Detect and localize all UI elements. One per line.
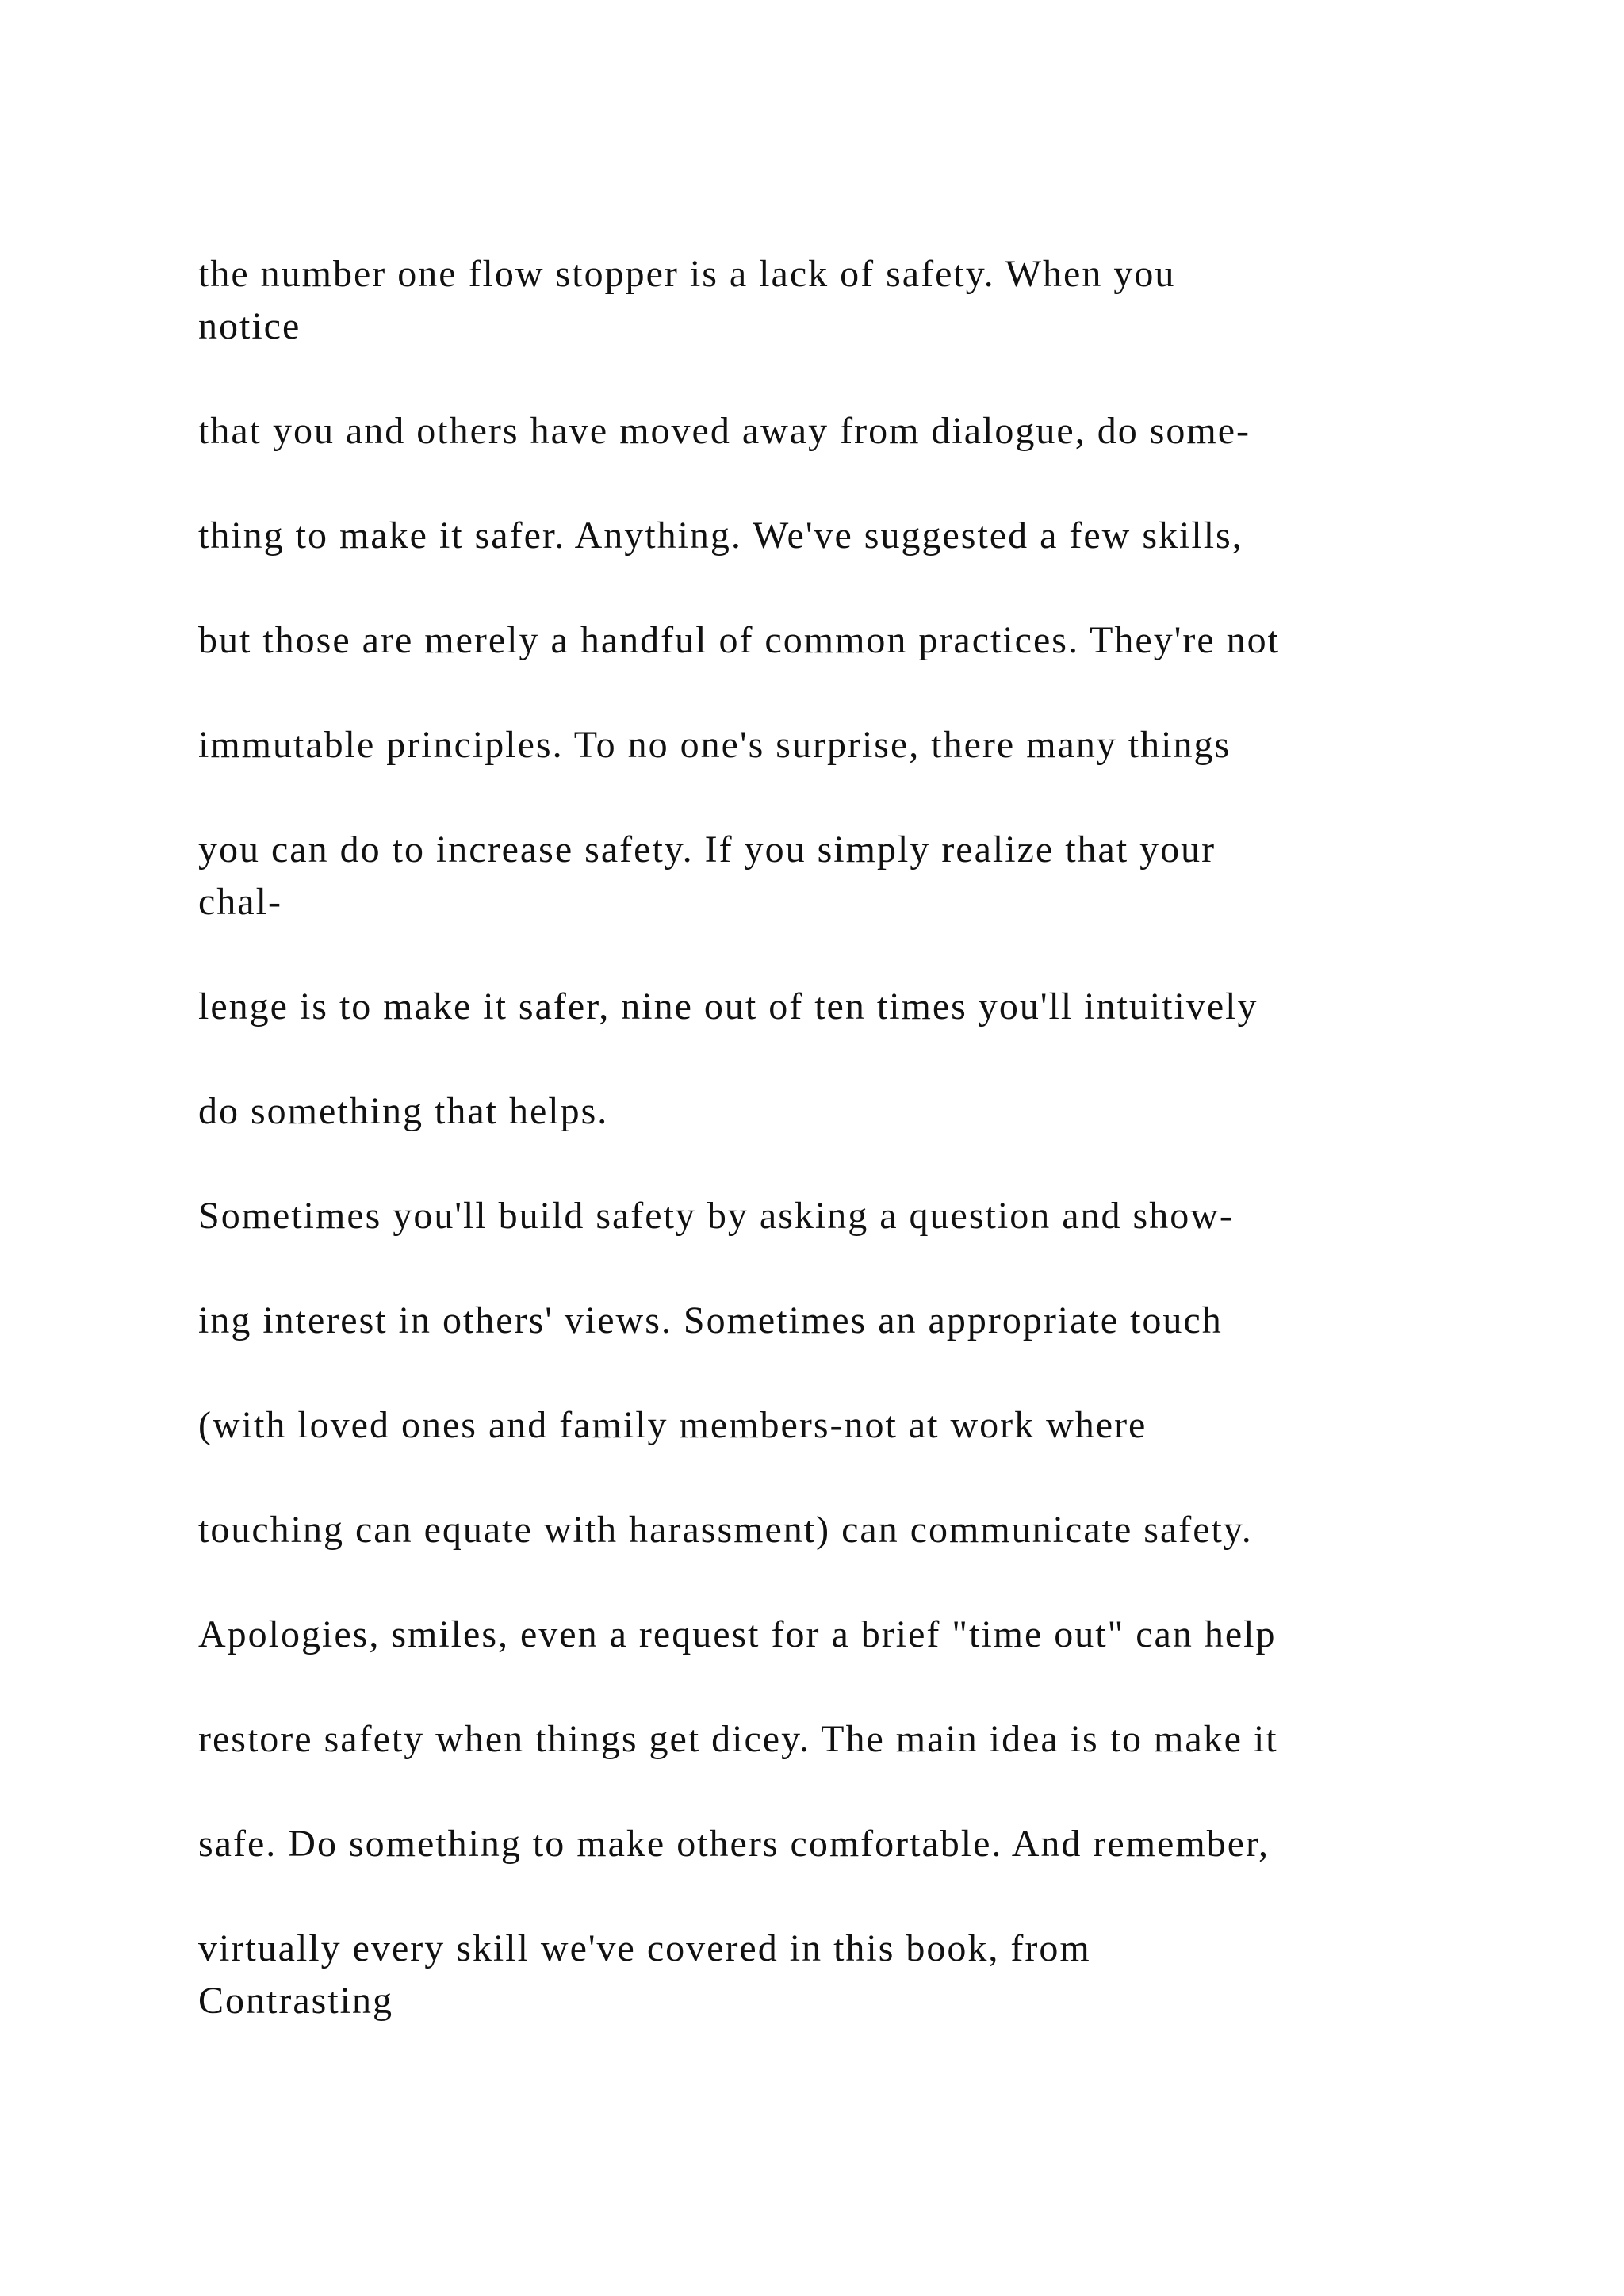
- text-line: ing interest in others' views. Sometimes an appropriate touch: [198, 1299, 1223, 1341]
- text-line: Contrasting: [198, 1980, 393, 2022]
- text-line: immutable principles. To no one's surprise, there many things: [198, 724, 1231, 766]
- text-line: the number one flow stopper is a lack of safety. When you: [198, 253, 1176, 295]
- text-line: lenge is to make it safer, nine out of ten times you'll intuitively: [198, 985, 1258, 1027]
- text-line: that you and others have moved away from dialogue, do some-: [198, 410, 1251, 452]
- text-line: but those are merely a handful of common practices. They're not: [198, 619, 1280, 661]
- text-line: do something that helps.: [198, 1090, 609, 1132]
- text-line: virtually every skill we've covered in this book, from: [198, 1927, 1091, 1969]
- text-line: Apologies, smiles, even a request for a brief "time out" can help: [198, 1613, 1277, 1655]
- text-line: chal-: [198, 881, 282, 923]
- text-line: Sometimes you'll build safety by asking a question and show-: [198, 1195, 1234, 1237]
- text-line: safe. Do something to make others comfortable. And remember,: [198, 1823, 1270, 1865]
- text-line: (with loved ones and family members-not at work where: [198, 1404, 1147, 1446]
- text-line: you can do to increase safety. If you simply realize that your: [198, 828, 1216, 871]
- text-line: restore safety when things get dicey. The main idea is to make it: [198, 1718, 1278, 1760]
- text-line: thing to make it safer. Anything. We've suggested a few skills,: [198, 515, 1243, 557]
- text-line: touching can equate with harassment) can communicate safety.: [198, 1509, 1253, 1551]
- text-line: notice: [198, 305, 301, 347]
